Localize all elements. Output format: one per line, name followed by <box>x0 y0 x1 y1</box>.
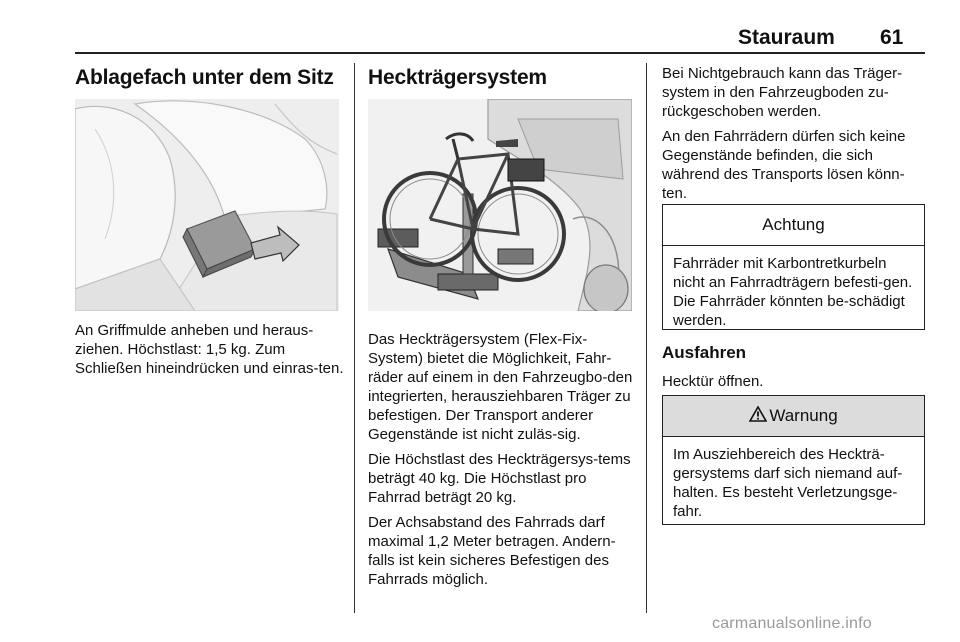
warning-triangle-icon <box>749 406 767 427</box>
warning-box <box>662 395 925 525</box>
warning-text: Im Ausziehbereich des Heckträ-gersystems darf sich niemand auf-halten. Es besteht Verletzungsge-fahr. <box>673 446 903 520</box>
warning-header <box>663 396 924 437</box>
subheading-ausfahren: Ausfahren <box>662 343 747 362</box>
right-body <box>662 64 928 203</box>
caution-box <box>662 204 925 330</box>
subheading-text: Hecktür öffnen. <box>662 373 764 390</box>
page-header <box>0 0 960 60</box>
bike-carrier-illustration <box>368 99 632 311</box>
middle-paragraph-2: Die Höchstlast des Heckträgersys-tems beträgt 40 kg. Die Höchstlast pro Fahrrad beträgt 20 kg. <box>368 451 631 506</box>
left-body-text: An Griffmulde anheben und heraus-ziehen. Höchstlast: 1,5 kg. Zum Schließen hineindrücken und einras-ten. <box>75 322 344 377</box>
header-rule <box>75 52 925 54</box>
warning-title: Warnung <box>769 406 838 425</box>
caution-text: Fahrräder mit Karbontretkurbeln nicht an Fahrradträgern befesti-gen. Die Fahrräder könnten be-schädigt werden. <box>673 255 913 329</box>
column-divider-right <box>646 63 647 613</box>
left-heading: Ablagefach unter dem Sitz <box>75 66 334 89</box>
middle-paragraph-1: Das Heckträgersystem (Flex-Fix-System) bietet die Möglichkeit, Fahr-räder auf einem in den Fahrzeugbo-den integrierten, herausziehbaren Träger zu befestigen. Der Transport anderer Gegenstände ist nicht zuläs-sig. <box>368 331 633 443</box>
middle-body <box>368 330 638 589</box>
watermark: carmanualsonline.info <box>712 615 872 632</box>
section-title: Stauraum <box>738 26 835 49</box>
seat-drawer-illustration <box>75 99 339 311</box>
right-paragraph-1: Bei Nichtgebrauch kann das Träger-system in den Fahrzeugboden zu-rückgeschoben werden. <box>662 65 903 120</box>
right-paragraph-2: An den Fahrrädern dürfen sich keine Gegenstände befinden, die sich während des Transports lösen könn-ten. <box>662 128 906 202</box>
caution-title: Achtung <box>663 205 924 246</box>
middle-paragraph-3: Der Achsabstand des Fahrrads darf maximal 1,2 Meter betragen. Andern-falls ist kein sicheres Befestigen des Fahrrads möglich. <box>368 514 616 588</box>
column-divider-left <box>354 63 355 613</box>
page-number: 61 <box>880 26 904 49</box>
middle-heading: Heckträgersystem <box>368 66 547 89</box>
